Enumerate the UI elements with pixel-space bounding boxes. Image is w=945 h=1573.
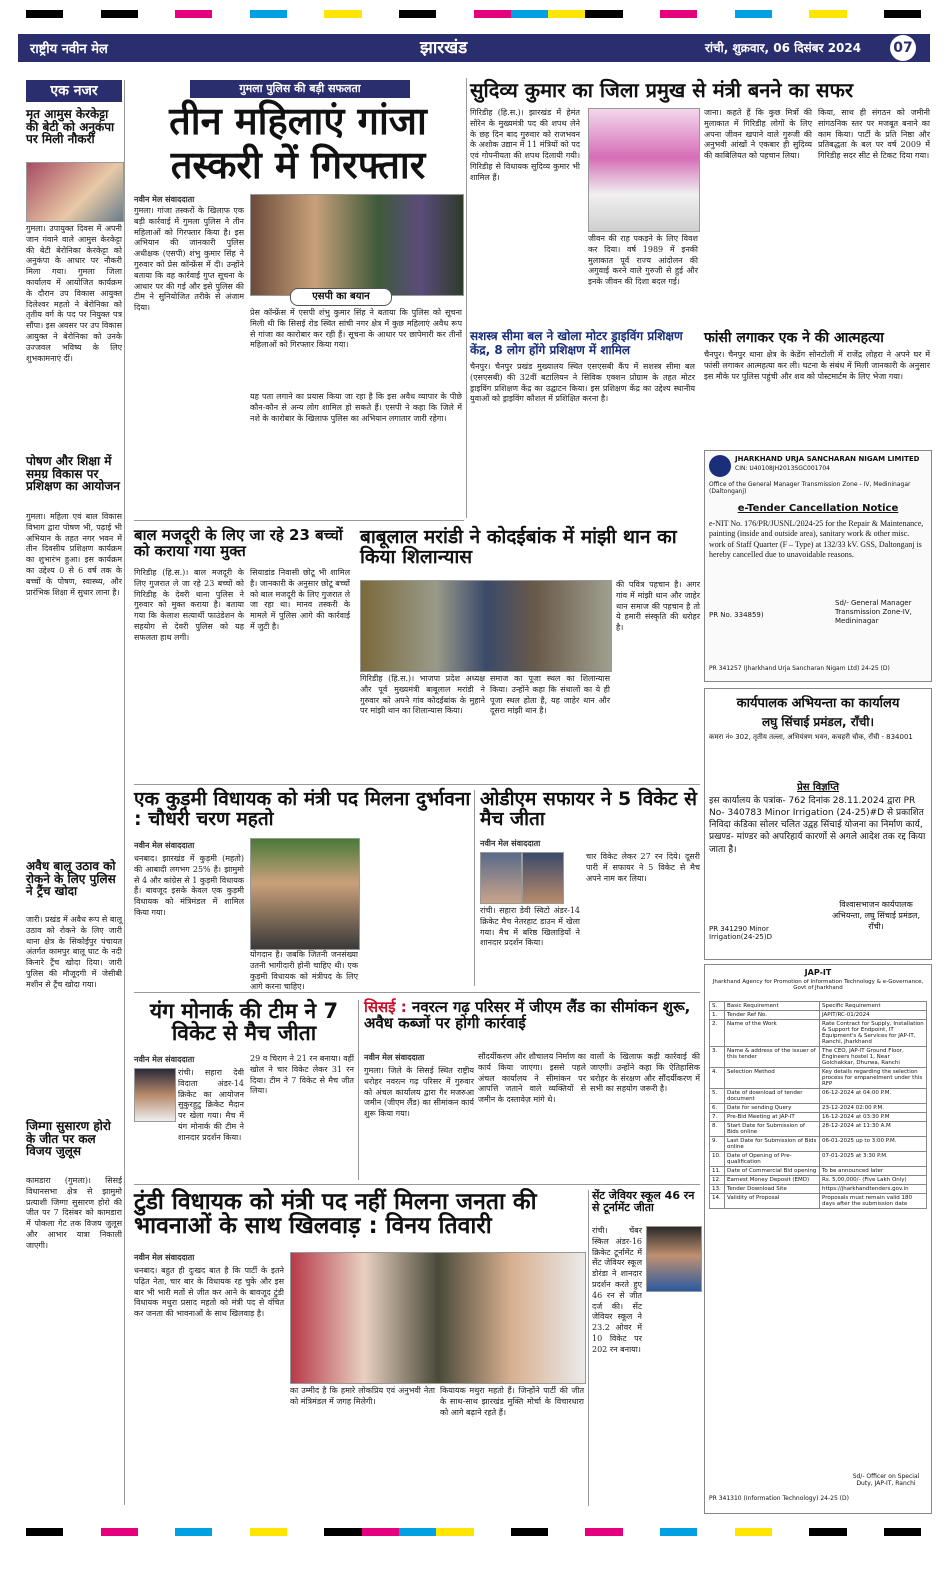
table-cell: Selection Method bbox=[725, 1068, 820, 1089]
player-photo bbox=[134, 1068, 176, 1122]
divider bbox=[134, 784, 700, 785]
babulal-headline: बाबूलाल मरांडी ने कोदईबांक में मांझी थान का किया शिलान्यास bbox=[360, 526, 677, 568]
table-cell: 11. bbox=[710, 1167, 725, 1176]
babulal-photo bbox=[360, 580, 612, 672]
sudivya-headline: सुदिव्य कुमार का जिला प्रमुख से मंत्री बनने का सफर bbox=[470, 78, 854, 102]
table-cell: The CEO, JAP-IT Ground Floor, Engineers hostel 1, Near Golchakkar, Dhurwa, Ranchi bbox=[820, 1047, 927, 1068]
jusnl-title: e-Tender Cancellation Notice bbox=[737, 503, 899, 514]
table-cell: Date of Commercial Bid opening bbox=[725, 1167, 820, 1176]
divider bbox=[134, 1184, 700, 1185]
irrigation-pr: PR 341290 Minor Irrigation(24-25)D bbox=[709, 925, 772, 941]
irrigation-release: प्रेस विज्ञप्ति bbox=[797, 782, 839, 793]
top-story-text-2: प्रेस कॉन्फ्रेंस में एसपी शंभु कुमार सिंह ने बताया कि पुलिस को सूचना मिली थी कि सिसई रोड स्थित सांची नगर क्षेत्र में कुछ महिलाएं अवैध रूप से गांजा का कारोबार कर रही हैं। सूचना के आधार पर छापेमारी कर तीनों महिलाओं को गिरफ्तार किया गया। bbox=[250, 308, 462, 350]
top-story-kicker: गुमला पुलिस की बड़ी सफलता bbox=[190, 80, 410, 98]
japit-org: JAP-IT bbox=[804, 968, 832, 977]
left-article-3: जारी। प्रखंड में अवैध रूप से बालू उठाव को रोकने के लिए जारी थाना क्षेत्र के सिकोईपुर पंचायत अंतर्गत कामपुर बालू घाट के नदी किनारे ट्रैंच खोदा दिया। जारी पुलिस की मौजूदगी में जेसीबी मशीन से ट्रैंच खोदा गया। bbox=[26, 915, 122, 989]
sisai-byline: नवीन मेल संवाददाता bbox=[364, 1053, 425, 1062]
table-cell: Tender Ref No. bbox=[725, 1011, 820, 1020]
table-row bbox=[710, 1089, 927, 1104]
sisai-headline-text: नवरत्न गढ़ परिसर में जीएम लैंड का सीमांकन शुरू, अवैध कब्जों पर होगी कार्रवाई bbox=[364, 998, 691, 1032]
table-cell: Pre-Bid Meeting at JAP-IT bbox=[725, 1113, 820, 1122]
column-divider bbox=[466, 78, 467, 518]
table-cell: 14. bbox=[710, 1194, 725, 1209]
odm-byline: नवीन मेल संवाददाता bbox=[480, 839, 541, 848]
tundi-text-2: का उम्मीद है कि हमारे लोकप्रिय एवं अनुभवी नेता को मंत्रिमंडल में जगह मिलेगी। bbox=[290, 1386, 435, 1406]
player-photo bbox=[522, 852, 564, 904]
column-divider bbox=[124, 80, 125, 1505]
sisai-text-3: वालों के खिलाफ कड़ी कार्रवाई की जाएगी। उन्होंने कहा कि ऐतिहासिक धरोहर के संरक्षण और सौंदर्यीकरण में सभी का सहयोग जरूरी है। bbox=[590, 1052, 700, 1094]
table-row bbox=[710, 1152, 927, 1167]
irrigation-sign: विश्वासभाजन कार्यपालक अभियन्ता, लघु सिंचाई प्रमंडल, राँची। bbox=[831, 900, 920, 931]
child-labour-headline: बाल मजदूरी के लिए जा रहे 23 बच्चों को कराया गया मुक्त bbox=[134, 526, 343, 560]
odm-text-1: रांची। सहारा डेवी स्विटो अंडर-14 क्रिकेट मैच नेतरहाट डाउन में खेला गया। मैच में बरिष्ठ खिलाड़ियों ने शानदार प्रदर्शन किया। bbox=[480, 906, 580, 948]
jusnl-office: Office of the General Manager Transmission Zone - IV, Medininagar (Daltonganj) bbox=[709, 481, 911, 495]
odm-headline: ओडीएम सफायर ने 5 विकेट से मैच जीता bbox=[480, 788, 697, 830]
table-cell: 5. bbox=[710, 1089, 725, 1104]
table-cell: 06-01-2025 up to 3:00 P.M. bbox=[820, 1137, 927, 1152]
table-cell: Start Date for Submission of Bids online bbox=[725, 1122, 820, 1137]
table-cell: Proposals must remain valid 180 days after the submission date bbox=[820, 1194, 927, 1209]
table-cell: Name of the Work bbox=[725, 1020, 820, 1047]
column-divider bbox=[474, 790, 475, 986]
irrigation-body: इस कार्यालय के पत्रांक- 762 दिनांक 28.11.2024 द्वारा PR No- 340783 Minor Irrigation (24-25)#D से प्रकाशित निविदा कंडिका सोलर चलित उद्वह सिंचाई योजना का निर्माण कार्य, प्रखण्ड- मांण्डर को अपरिहार्य कारणों से अगले आदेश तक रद्द किया जाता है। bbox=[709, 796, 926, 855]
ssb-text: चैनपुर। चैनपुर प्रखंड मुख्यालय स्थित एसएसबी कैंप में सशस्त्र सीमा बल (एसएसबी) की 32वीं बटालियन ने सिविक एक्शन प्रोग्राम के तहत मोटर ड्राइविंग प्रशिक्षण केंद्र का उद्घाटन किया। इस प्रशिक्षण केंद्र का उद्देश्य स्थानीय युवाओं को ड्राइविंग कौशल में प्रशिक्षित करना है। bbox=[470, 362, 695, 404]
young-monarch-byline: नवीन मेल संवाददाता bbox=[134, 1055, 195, 1064]
kudmi-text-2: योगदान है। जबकि जितनी जनसंख्या उतनी भागीदारी होनी चाहिए थी। एक कुड़मी विधायक को मंत्रीपद के लिए आगे करना चाहिए। bbox=[250, 950, 358, 992]
irrigation-title: कार्यपालक अभियन्ता का कार्यालय bbox=[736, 696, 900, 711]
table-cell: Rs. 5,00,000/- (Five Lakh Only) bbox=[820, 1176, 927, 1185]
top-story-text-3: यह पता लगाने का प्रयास किया जा रहा है कि इस अवैध व्यापार के पीछे कौन-कौन से अन्य लोग शामिल हो सकते हैं। एसपी ने कहा कि जिले में नशे के कारोबार के खिलाफ पुलिस का अभियान लगातार जारी रहेगा। bbox=[250, 392, 462, 423]
player-photo bbox=[480, 852, 522, 904]
top-story-photo bbox=[250, 194, 464, 296]
table-row bbox=[710, 1113, 927, 1122]
tundi-text-1: धनबाद। बहुत ही दुःखद बात है कि पार्टी के इतने पढ़ित नेता, चार बार के विधायक रह चुके और इस बार भी भारी मतों से जीत कर आने के बावजूद टुंडी विधायक मथुरा प्रसाद महतो को मंत्री पद से वंचित कर जनता की भावनाओं के साथ खिलवाड़ है। bbox=[134, 1266, 284, 1319]
table-row bbox=[710, 1020, 927, 1047]
color-registration-bar-bottom bbox=[26, 1528, 921, 1536]
table-cell: 8. bbox=[710, 1122, 725, 1137]
top-story-text-1: गुमला। गांजा तस्करों के खिलाफ एक बड़ी कार्रवाई में गुमला पुलिस ने तीन महिलाओं को गिरफ्तार किया है। इस अभियान की जानकारी पुलिस अधीक्षक (एसपी) शंभु कुमार सिंह ने गुरुवार को प्रेस कॉन्फ्रेंस में दी। उन्होंने बताया कि वह कार्रवाई गुप्त सूचना के आधार पर की गई और इसे पुलिस की टीम ने सुनियोजित तरीके से अंजाम दिया। bbox=[134, 206, 244, 313]
table-cell: Name & address of the issuer of this tender bbox=[725, 1047, 820, 1068]
top-story-headline: तीन महिलाएं गांजा तस्करी में गिरफ्तार bbox=[169, 99, 427, 187]
tundi-text-3: कियायक मथुरा महतो हैं। जिन्होंने पार्टी की जीत के साथ-साथ झारखंड मुक्ति मोर्चा के विचारधारा को आगे बढ़ाने रहते हैं। bbox=[440, 1386, 584, 1417]
left-article-4: कामडारा (गुमला)। सिसई विधानसभा क्षेत्र से झामुमो प्रत्याशी जिग्गा सुसारण होरो की जीत पर 7 दिसंबर को कामडारा में पोकला गेट तक विजय जुलूस और आभार यात्रा निकाली जाएगी। bbox=[26, 1176, 122, 1250]
table-cell: 2. bbox=[710, 1020, 725, 1047]
jusnl-notice bbox=[704, 450, 932, 682]
xavier-text: रांची। चेंबर स्किल अंडर-16 क्रिकेट टूर्नामेंट में सेंट जेवियर स्कूल डोरंडा ने शानदार प्रदर्शन करते हुए 46 रन से जीत दर्ज की। सेंट जेवियर स्कूल ने 23.2 ओवर में 10 विकेट पर 202 रन बनाया। bbox=[592, 1226, 642, 1354]
sudivya-text-3: जाना। कहते हैं कि कुछ मित्रों की मुलाकात में गिरिडीह लोगों के लिए अपना जीवन खपाने वाले गुरुजी की अनुभवी आंखों ने एकबार ही सुदिव्य की काबिलियत को पहचान लिया। bbox=[704, 108, 812, 161]
table-header: S. bbox=[710, 1002, 725, 1011]
paper-name: राष्ट्रीय नवीन मेल bbox=[24, 37, 114, 59]
table-cell: Last Date for Submission of Bids online bbox=[725, 1137, 820, 1152]
ek-nazar-label: एक नजर bbox=[26, 80, 122, 102]
suicide-headline: फांसी लगाकर एक ने की आत्महत्या bbox=[704, 330, 884, 346]
table-cell: Rate Contract for Supply, Installation & Support for Endpoint, IT Equipment's & Services for JAP-IT, Ranchi, Jharkhand bbox=[820, 1020, 927, 1047]
photo-caption-label: एसपी का बयान bbox=[290, 288, 392, 306]
babulal-text-1: गिरिडीह (हि.स.)। भाजपा प्रदेश अध्यक्ष और पूर्व मुख्यमंत्री बाबूलाल मरांडी ने गुरुवार को अपने गांव कोदईबांक के मुहाने पर मांझी थान का शिलान्यास किया। bbox=[360, 674, 485, 716]
table-header: Basic Requirement bbox=[725, 1002, 820, 1011]
sisai-text-1: गुमला। जिले के सिसई स्थित राष्ट्रीय धरोहर नवरत्न गढ़ परिसर में गुरुवार को अंचल कार्यालय द्वारा गैर मजरुआ जमीन (जीएम लैंड) का सीमांकन कार्य शुरू किया गया। bbox=[364, 1066, 474, 1119]
japit-sign: Sd/- Officer on Special Duty, JAP-IT, Ranchi bbox=[852, 1473, 920, 1487]
japit-pr: PR 341310 (Information Technology) 24-25 (D) bbox=[709, 1495, 849, 1502]
table-cell: 16-12-2024 at 03:30 P.M bbox=[820, 1113, 927, 1122]
japit-sub: Jharkhand Agency for Promotion of Information Technology & e-Governance, Govt of Jharkhand bbox=[712, 979, 924, 991]
page-number: 07 bbox=[890, 35, 916, 61]
table-cell: 28-12-2024 at 11:30 A.M bbox=[820, 1122, 927, 1137]
divider bbox=[134, 520, 464, 521]
table-cell: 7. bbox=[710, 1113, 725, 1122]
babulal-text-3: की पवित्र पहचान है। अगर गांव में मांझी थान और जाहेर थान समाज की पहचान है तो ये हमारी संस्कृति की धरोहर है। bbox=[616, 580, 700, 633]
table-cell: Tender Download Site bbox=[725, 1185, 820, 1194]
jusnl-body: e-NIT No. 176/PR/JUSNL/2024-25 for the Repair & Maintenance, painting (inside and outside area), sanitary work & other misc. work of Staff Quarter (F – Type) at 132/33 kV. GSS, Daltonganj is hereby cancelled due to unavoidable reasons. bbox=[709, 519, 924, 560]
left-article-1: गुमला। उपायुक्त दिवस में अपनी जान गंवाने वाले आमुस केरकेट्टा की बेटी बेरोनिका केरकेट्टा को अनुकंपा के आधार पर नौकरी मिला गया। गुमला जिला कार्यालय में आयोजित कार्यक्रम के दौरान उप विकास आयुक्त दिलेश्वर महतो ने बेरोनिका को तृतीय वर्ग के पद पर नियुक्त पत्र सौंपा। इस अवसर पर उप विकास आयुक्त ने बेरोनिका को उनके उज्जवल भविष्य के लिए शुभकामनाएं दीं। bbox=[26, 224, 122, 363]
color-registration-bar-top bbox=[26, 10, 921, 18]
table-cell: Earnest Money Deposit (EMD) bbox=[725, 1176, 820, 1185]
left-headline-1: मृत आमुस केरकेट्टा की बेटी को अनुकंपा पर मिली नौकरी bbox=[26, 107, 115, 147]
table-row bbox=[710, 1194, 927, 1209]
jusnl-cin: CIN: U40108JH2013SGC001704 bbox=[735, 465, 830, 472]
young-monarch-text-1: रांची। सहारा देवी विदाता अंडर-14 क्रिकेट का आयोजन सुकुरहुटु क्रिकेट मैदान पर खेला गया। मैच में यंग मोनार्क की टीम ने शानदार प्रदर्शन किया। bbox=[178, 1068, 244, 1142]
table-row bbox=[710, 1047, 927, 1068]
tundi-headline: टुंडी विधायक को मंत्री पद नहीं मिलना जनता की भावनाओं के साथ खिलवाड़ : विनय तिवारी bbox=[134, 1189, 537, 1240]
table-cell: 10. bbox=[710, 1152, 725, 1167]
xavier-headline: सेंट जेवियर स्कूल 46 रन से टूर्नामेंट जीता bbox=[592, 1189, 695, 1214]
table-row bbox=[710, 1185, 927, 1194]
jusnl-logo-icon bbox=[709, 455, 731, 477]
sisai-text-2: सौंदर्यीकरण और शौचालय निर्माण का कार्य किया जाएगा। इससे पहले अंचल कार्यालय ने सीमांकन पर आपत्ति जताने वाले व्यक्तियों से जमीन के दस्तावेज़ मांगे थे। bbox=[478, 1052, 586, 1105]
news-photo bbox=[26, 162, 124, 222]
irrigation-subtitle: लघु सिंचाई प्रमंडल, राँची। bbox=[761, 715, 874, 729]
jusnl-sign: Sd/- General Manager Transmission Zone-IV, Medininagar bbox=[835, 599, 912, 626]
table-cell: 6. bbox=[710, 1104, 725, 1113]
kudmi-byline: नवीन मेल संवाददाता bbox=[134, 841, 195, 850]
young-monarch-headline: यंग मोनार्क की टीम ने 7 विकेट से मैच जीता bbox=[149, 999, 339, 1046]
top-story-byline: नवीन मेल संवाददाता bbox=[134, 195, 195, 204]
table-cell: JAPIT/RC-01/2024 bbox=[820, 1011, 927, 1020]
table-cell: Key details regarding the selection process for empanelment under this RFP bbox=[820, 1068, 927, 1089]
table-cell: Date of Opening of Pre-qualification bbox=[725, 1152, 820, 1167]
table-row bbox=[710, 1104, 927, 1113]
sudivya-text-1: गिरिडीह (हि.स.)। झारखंड में हेमंत सोरेन के मुख्यमंत्री पद की शपथ लेने के छह दिन बाद गुरुवार को राजभवन के अशोक उद्यान में 11 मंत्रियों को पद एवं गोपनीयता की शपथ दिलायी गयी। गिरिडीह से विधायक सुदिव्य कुमार भी शामिल हैं। bbox=[470, 108, 580, 182]
irrigation-notice bbox=[704, 688, 932, 960]
ssb-headline: सशस्त्र सीमा बल ने खोला मोटर ड्राइविंग प्रशिक्षण केंद्र, 8 लोग होंगे प्रशिक्षण में शामिल bbox=[470, 329, 683, 357]
child-labour-text-1: गिरिडीह (हि.स.)। बाल मजदूरी के लिए गुजरात ले जा रहे 23 बच्चों को गिरिडीह के देवरी थाना पुलिस ने गुरुवार को मुक्त कराया है। बताया गया कि केलाश सत्यार्थी फाउंडेशन के सहयोग से देवरी पुलिस को यह सफलता हाथ लगी। bbox=[134, 568, 244, 642]
table-row bbox=[710, 1068, 927, 1089]
column-divider bbox=[358, 1000, 359, 1180]
player-photo bbox=[646, 1226, 702, 1292]
odm-text-2: चार विकेट लेकर 27 रन दिये। दूसरी पारी में सफायर ने 5 विकेट से मैच अपने नाम कर लिया। bbox=[586, 852, 700, 883]
table-row bbox=[710, 1137, 927, 1152]
table-cell: 07-01-2025 at 3:30 P.M. bbox=[820, 1152, 927, 1167]
divider bbox=[134, 992, 700, 993]
sisai-headline bbox=[364, 1000, 700, 1032]
young-monarch-text-2: 29 व चिराग ने 21 रन बनाया। वहीं खोल ने चार विकेट लेकर 31 रन दिया। टीम ने 7 विकेट से मैच जीत लिया। bbox=[250, 1054, 354, 1096]
table-cell: 23-12-2024 02:00 P.M. bbox=[820, 1104, 927, 1113]
tender-table bbox=[709, 1001, 927, 1209]
table-cell: Date for sending Query bbox=[725, 1104, 820, 1113]
table-cell: Date of download of tender document bbox=[725, 1089, 820, 1104]
table-cell: 1. bbox=[710, 1011, 725, 1020]
jusnl-pr: PR No. 334859) bbox=[709, 611, 764, 619]
babulal-text-2: समाज का पूजा स्थल का शिलान्यास किया। उन्होंने कहा कि संथालों का ये ही पूजा स्थल होता है, यह जाहेर थान और दूसरा मांझी थान है। bbox=[490, 674, 610, 716]
table-row bbox=[710, 1122, 927, 1137]
sisai-place: सिसई : bbox=[364, 998, 407, 1016]
kudmi-photo bbox=[250, 838, 360, 950]
table-cell: 06-12-2024 at 04:00 P.M. bbox=[820, 1089, 927, 1104]
sudivya-photo bbox=[588, 108, 700, 232]
kudmi-headline: एक कुड़मी विधायक को मंत्री पद मिलना दुर्भावना : चौधरी चरण महतो bbox=[134, 788, 471, 830]
table-cell: Validity of Proposal bbox=[725, 1194, 820, 1209]
table-row bbox=[710, 1011, 927, 1020]
tundi-byline: नवीन मेल संवाददाता bbox=[134, 1253, 195, 1262]
table-cell: https://jharkhandtenders.gov.in bbox=[820, 1185, 927, 1194]
table-cell: 12. bbox=[710, 1176, 725, 1185]
table-row bbox=[710, 1167, 927, 1176]
left-headline-2: पोषण और शिक्षा में समग्र विकास पर प्रशिक्षण का आयोजन bbox=[26, 454, 120, 494]
table-header: Specific Requirement bbox=[820, 1002, 927, 1011]
table-cell: 9. bbox=[710, 1137, 725, 1152]
tundi-photo bbox=[290, 1252, 586, 1384]
left-headline-3: अवैध बालू उठाव को रोकने के लिए पुलिस ने ट्रैंच खोदा bbox=[26, 859, 116, 899]
section-title: झारखंड bbox=[420, 38, 468, 58]
japit-tender-notice bbox=[704, 964, 932, 1514]
left-article-2: गुमला। महिला एवं बाल विकास विभाग द्वारा पोषण भी, पढ़ाई भी अभियान के तहत नगर भवन में तीन दिवसीय प्रशिक्षण कार्यक्रम का शुभारंभ हुआ। इस कार्यक्रम का उद्देश्य 0 से 6 वर्ष तक के बच्चों के पोषण, स्वास्थ्य, और प्रारंभिक शिक्षा में सुधार लाना है। bbox=[26, 512, 122, 597]
kudmi-text-1: धनबाद। झारखंड में कुड़मी (महतो) की आबादी लगभग 25% है। झामुमो से 4 और कांग्रेस से 1 कुड़मी विधायक हैं। बावजूद इसके केवल एक कुड़मी विधायक को मंत्रिमंडल में शामिल किया गया। bbox=[134, 854, 244, 917]
table-cell: 3. bbox=[710, 1047, 725, 1068]
left-headline-4: जिम्गा सुसारण होरो के जीत पर कल विजय जुलूस bbox=[26, 1119, 111, 1159]
table-row bbox=[710, 1176, 927, 1185]
date-line: रांची, शुक्रवार, 06 दिसंबर 2024 bbox=[705, 41, 862, 55]
table-cell: To be announced later bbox=[820, 1167, 927, 1176]
jusnl-org: JHARKHAND URJA SANCHARAN NIGAM LIMITED bbox=[735, 455, 920, 463]
jusnl-pr-footer: PR 341257 (Jharkhand Urja Sancharan Nigam Ltd) 24-25 (D) bbox=[709, 665, 890, 672]
table-cell: 13. bbox=[710, 1185, 725, 1194]
suicide-text: चैनपुर। चैनपुर थाना क्षेत्र के केडेंग सोनटोली में राजेंद्र लोहरा ने अपने घर में फांसी लगाकर आत्महत्या कर ली। घटना के संबंध में मिली जानकारी के अनुसार इस मौके पर पुलिस पहुंची और शव को पोस्टमार्टम के लिए भेजा गया। bbox=[704, 350, 930, 381]
table-cell: 4. bbox=[710, 1068, 725, 1089]
column-divider bbox=[588, 1190, 589, 1506]
sudivya-text-4: किया, साथ ही संगठन को जमीनी सांगठनिक स्तर पर मजबूत बनाने का काम किया। पार्टी के प्रति निष्ठा और प्रतिबद्धता के बल पर वर्ष 2009 में गिरिडीह सदर सीट से टिकट दिया गया। bbox=[818, 108, 930, 161]
child-labour-text-2: सियाडांड निवासी छोटू भी शामिल है। जानकारी के अनुसार छोटू बच्चों को बाल मजदूरी के लिए गुजरात ले जा रहा था। मानव तस्करी के मामले में पुलिस आगे की कार्रवाई में जुटी है। bbox=[250, 568, 350, 631]
irrigation-address: कमरा नं० 302, तृतीय तल्ला, अभियंत्रण भवन, कचहरी चौक, राँची - 834001 bbox=[709, 733, 913, 741]
sudivya-text-2: जीवन की राह पकड़ने के लिए विवश कर दिया। वर्ष 1989 में इनकी मुलाकात पूर्व राज्य आंदोलन की अगुवाई करने वाले गुरुजी से हुई और इनके जीवन की दिशा बदल गई। bbox=[588, 234, 698, 287]
